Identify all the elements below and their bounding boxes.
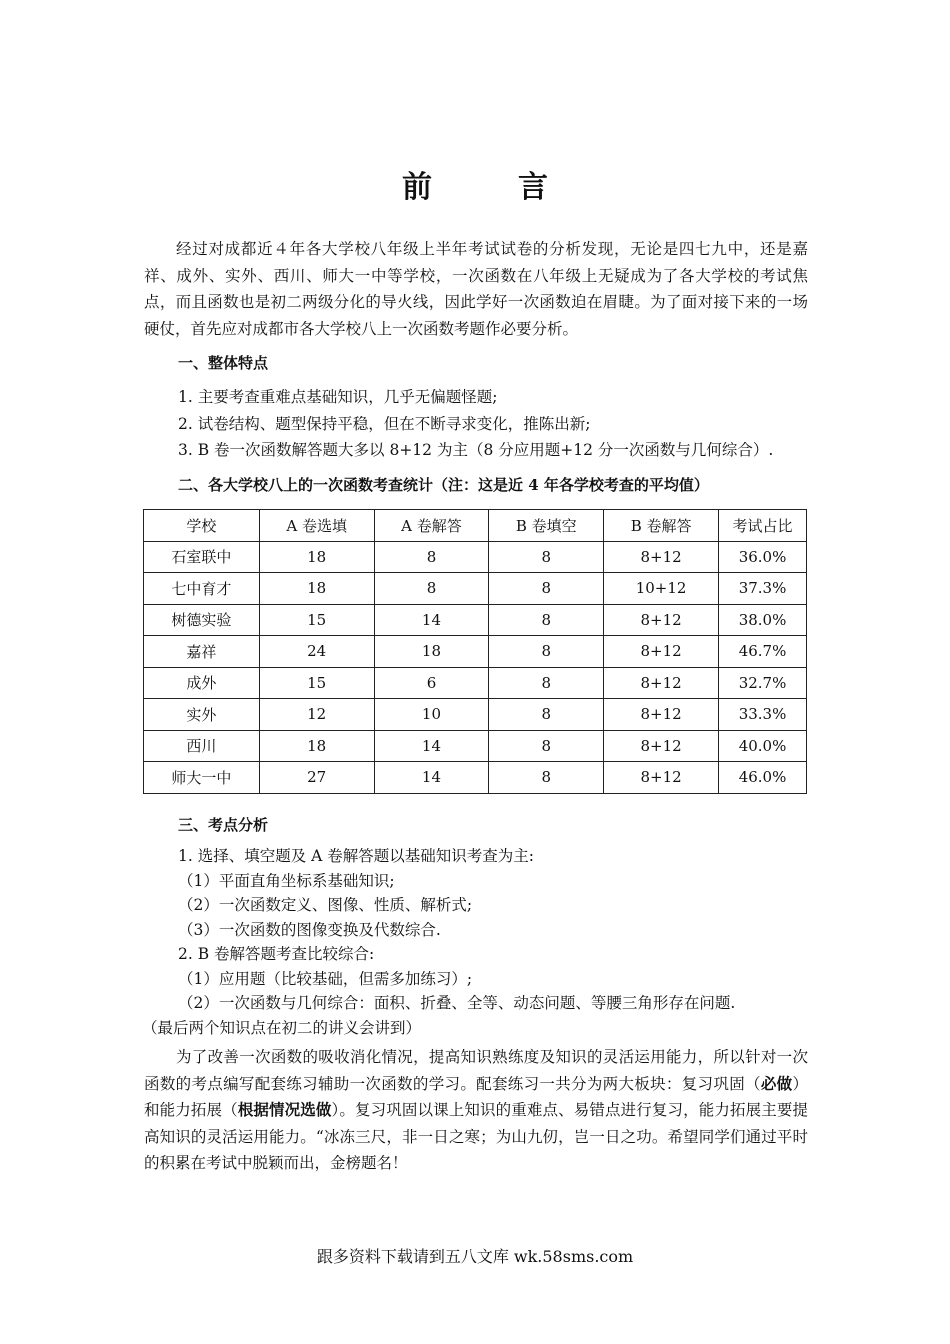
column-header: A 卷解答 [374, 510, 489, 542]
table-cell: 40.0% [719, 730, 807, 762]
table-cell: 32.7% [719, 667, 807, 699]
table-cell: 14 [374, 604, 489, 636]
list-item: （2）一次函数定义、图像、性质、解析式; [178, 896, 473, 914]
table-cell: 实外 [144, 699, 260, 731]
table-cell: 8+12 [604, 636, 719, 668]
table-cell: 10 [374, 699, 489, 731]
table-cell: 8+12 [604, 667, 719, 699]
table-cell: 8+12 [604, 541, 719, 573]
table-cell: 18 [374, 636, 489, 668]
list-item: 2. 试卷结构、题型保持平稳，但在不断寻求变化，推陈出新; [178, 414, 591, 433]
table-cell: 8 [489, 573, 604, 605]
table-cell: 8 [489, 636, 604, 668]
column-header: B 卷解答 [604, 510, 719, 542]
exam-stats-table [143, 509, 807, 794]
table-cell: 8 [489, 730, 604, 762]
list-item: （2）一次函数与几何综合：面积、折叠、全等、动态问题、等腰三角形存在问题. [178, 994, 736, 1012]
table-row [144, 604, 807, 636]
table-cell: 8 [489, 667, 604, 699]
table-cell: 8 [489, 699, 604, 731]
table-cell: 38.0% [719, 604, 807, 636]
table-row [144, 762, 807, 794]
list-item: 2. B 卷解答题考查比较综合: [178, 945, 375, 963]
table-cell: 33.3% [719, 699, 807, 731]
table-cell: 七中育才 [144, 573, 260, 605]
table-cell: 西川 [144, 730, 260, 762]
table-header-row [144, 510, 807, 542]
closing-paragraph [144, 1044, 808, 1177]
table-cell: 8+12 [604, 699, 719, 731]
table-row [144, 699, 807, 731]
table-row [144, 730, 807, 762]
section1-heading: 一、整体特点 [178, 354, 269, 372]
closing-text: ）和能力拓展（ [144, 1074, 808, 1119]
table-cell: 15 [259, 667, 374, 699]
table-row [144, 636, 807, 668]
table-cell: 嘉祥 [144, 636, 260, 668]
table-cell: 18 [259, 541, 374, 573]
table-cell: 树德实验 [144, 604, 260, 636]
table-cell: 14 [374, 730, 489, 762]
table-cell: 石室联中 [144, 541, 260, 573]
table-cell: 8+12 [604, 604, 719, 636]
table-cell: 8 [489, 604, 604, 636]
table-cell: 18 [259, 730, 374, 762]
table-cell: 37.3% [719, 573, 807, 605]
table-cell: 14 [374, 762, 489, 794]
footer-source: 跟多资料下载请到五八文库 wk.58sms.com [316, 1247, 634, 1266]
column-header: B 卷填空 [489, 510, 604, 542]
must-do-label: 必做 [760, 1073, 793, 1093]
table-cell: 24 [259, 636, 374, 668]
list-item: （1）应用题（比较基础，但需多加练习）; [178, 969, 473, 988]
table-cell: 12 [259, 699, 374, 731]
optional-label: 根据情况选做 [237, 1100, 332, 1119]
table-cell: 师大一中 [144, 762, 260, 794]
table-row [144, 667, 807, 699]
table-cell: 6 [374, 667, 489, 699]
table-cell: 8+12 [604, 762, 719, 794]
section2-heading: 二、各大学校八上的一次函数考查统计（注：这是近 4 年各学校考查的平均值） [178, 476, 709, 494]
intro-paragraph: 经过对成都近４年各大学校八年级上半年考试试卷的分析发现，无论是四七九中，还是嘉祥、成外、实外、西川、师大一中等学校，一次函数在八年级上无疑成为了各大学校的考试焦点，而且函数也是初二两级分化的导火线，因此学好一次函数迫在眉睫。为了面对接下来的一场硬仗，首先应对成都市各大学校八上一次函数考题作必要分析。 [144, 240, 808, 338]
table-cell: 36.0% [719, 541, 807, 573]
table-cell: 10+12 [604, 573, 719, 605]
table-row [144, 541, 807, 573]
list-item: （3）一次函数的图像变换及代数综合. [178, 920, 441, 939]
list-item: 3. B 卷一次函数解答题大多以 8+12 为主（8 分应用题+12 分一次函数与几何综合）. [178, 441, 774, 459]
section3-list [142, 844, 818, 1040]
table-cell: 成外 [144, 667, 260, 699]
list-item: （1）平面直角坐标系基础知识; [178, 871, 395, 890]
page-title: 前 言 [402, 170, 576, 205]
table-cell: 15 [259, 604, 374, 636]
table-cell: 8 [374, 573, 489, 605]
closing-text: 为了改善一次函数的吸收消化情况，提高知识熟练度及知识的灵活运用能力，所以针对一次函数的考点编写配套练习辅助一次函数的学习。配套练习一共分为两大板块：复习巩固（ [144, 1048, 808, 1093]
table-cell: 8 [489, 762, 604, 794]
section1-list [178, 384, 818, 464]
column-header: 学校 [144, 510, 260, 542]
table-cell: 27 [259, 762, 374, 794]
table-row [144, 573, 807, 605]
table-cell: 46.7% [719, 636, 807, 668]
table-cell: 18 [259, 573, 374, 605]
table-cell: 8 [374, 541, 489, 573]
section3-heading: 三、考点分析 [178, 816, 269, 834]
table-cell: 46.0% [719, 762, 807, 794]
column-header: 考试占比 [719, 510, 807, 542]
closing-text: ）。复习巩固以课上知识的重难点、易错点进行复习，能力拓展主要提高知识的灵活运用能力。“冰冻三尺，非一日之寒；为山九仞，岂一日之功。希望同学们通过平时的积累在考试中脱颖而出，金榜题名！ [144, 1101, 808, 1172]
list-item: （最后两个知识点在初二的讲义会讲到） [142, 1018, 422, 1037]
table-cell: 8+12 [604, 730, 719, 762]
table-cell: 8 [489, 541, 604, 573]
list-item: 1. 选择、填空题及 A 卷解答题以基础知识考查为主: [178, 847, 534, 865]
list-item: 1. 主要考查重难点基础知识，几乎无偏题怪题; [178, 388, 498, 406]
column-header: A 卷选填 [259, 510, 374, 542]
